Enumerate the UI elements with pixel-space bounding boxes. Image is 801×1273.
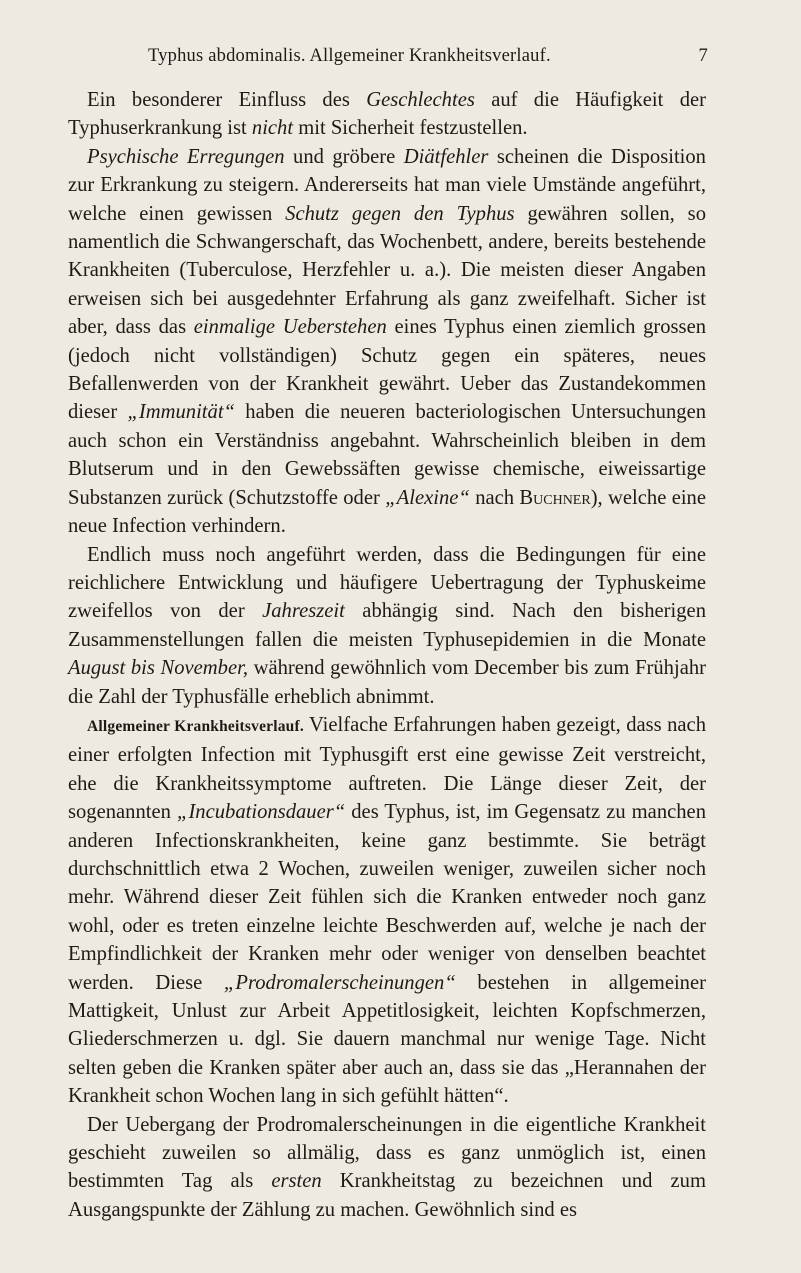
page-number: 7	[698, 46, 708, 66]
paragraph-sex: Ein besonderer Einfluss des Geschlechtes auf die Häufigkeit der Typhuserkrankung ist nicht mit Sicherheit festzustellen.	[68, 89, 706, 140]
running-title: Typhus abdominalis. Allgemeiner Krankheitsverlauf.	[148, 46, 551, 66]
running-header	[148, 46, 708, 67]
paragraph-season: Endlich muss noch angeführt werden, dass die Bedingungen für eine reichlichere Entwicklung und häufigere Uebertragung der Typhuskeime zweifellos von der Jahreszeit abhängig sind. Nach den bisherigen Zusammenstellungen fallen die meisten Typhusepidemien in die Monate August bis November, während gewöhnlich vom December bis zum Frühjahr die Zahl der Typhusfälle erheblich abnimmt.	[68, 543, 706, 708]
body-text	[68, 86, 706, 1224]
paragraph-transition: Der Uebergang der Prodromalerscheinungen in die eigentliche Krankheit geschieht zuweilen so allmälig, dass es ganz unmöglich ist, einen bestimmten Tag als ersten Krankheitstag zu bezeichnen und zum Ausgangspunkte der Zählung zu machen. Gewöhnlich sind es	[68, 1113, 706, 1221]
paragraph-course: Allgemeiner Krankheitsverlauf. Vielfache Erfahrungen haben gezeigt, dass nach einer erfolgten Infection mit Typhusgift erst eine gewisse Zeit verstreicht, ehe die Krankheitssymptome auftreten. Die Länge dieser Zeit, der sogenannten „Incubationsdauer“ des Typhus, ist, im Gegensatz zu manchen anderen Infectionskrankheiten, keine ganz bestimmte. Sie beträgt durchschnittlich etwa 2 Wochen, zuweilen weniger, zuweilen sicher noch mehr. Während dieser Zeit fühlen sich die Kranken entweder noch ganz wohl, oder es treten einzelne leichte Beschwerden auf, welche je nach der Empfindlichkeit der Kranken mehr oder weniger von denselben beachtet werden. Diese „Prodromalerscheinungen“ bestehen in allgemeiner Mattigkeit, Unlust zur Arbeit Appetitlosigkeit, leichten Kopfschmerzen, Gliederschmerzen u. dgl. Sie dauern manchmal nur wenige Tage. Nicht selten geben die Kranken später aber auch an, dass sie das „Herannahen der Krankheit schon Wochen lang in sich gefühlt hätten“.	[68, 713, 706, 1108]
paragraph-disposition: Psychische Erregungen und gröbere Diätfehler scheinen die Disposition zur Erkrankung zu steigern. Andererseits hat man viele Umstände angeführt, welche einen gewissen Schutz gegen den Typhus gewähren sollen, so namentlich die Schwangerschaft, das Wochenbett, andere, bereits bestehende Krankheiten (Tuberculose, Herzfehler u. a.). Die meisten dieser Angaben erweisen sich bei ausgedehnter Erfahrung als ganz zweifelhaft. Sicher ist aber, dass das einmalige Ueberstehen eines Typhus einen ziemlich grossen (jedoch nicht vollständigen) Schutz gegen ein späteres, neues Befallenwerden von der Krankheit gewährt. Ueber das Zustandekommen dieser „Immunität“ haben die neueren bacteriologischen Untersuchungen auch schon ein Verständniss angebahnt. Wahrscheinlich bleiben in dem Blutserum und in den Gewebssäften gewisse chemische, eiweissartige Substanzen zurück (Schutzstoffe oder „Alexine“ nach Buchner), welche eine neue Infection verhindern.	[68, 145, 707, 538]
author-name: Buchner	[519, 486, 591, 509]
section-heading: Allgemeiner Krankheitsverlauf.	[87, 717, 304, 735]
